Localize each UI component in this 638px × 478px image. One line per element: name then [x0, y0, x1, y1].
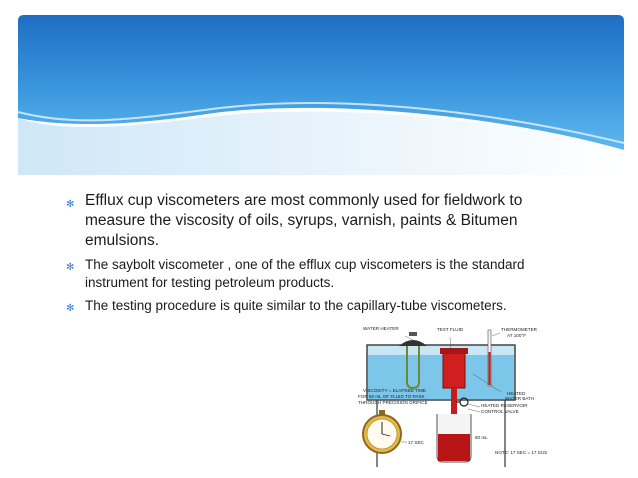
leader-line	[468, 409, 480, 412]
label-test-fluid: TEST FLUID	[437, 327, 464, 332]
bullet-item-efflux-cup	[66, 191, 586, 251]
label-heated-reservoir: HEATED RESERVOIR	[481, 403, 528, 408]
header-banner	[0, 0, 638, 175]
bullet-icon: ✻	[66, 303, 75, 314]
bullet-item-saybolt	[66, 256, 586, 292]
label-control-valve: CONTROL VALVE	[481, 409, 519, 414]
saybolt-viscometer-diagram	[355, 322, 588, 470]
bullet-icon: ✻	[66, 262, 75, 273]
bullet-list	[66, 191, 586, 320]
collected-fluid	[438, 434, 470, 461]
leader-line	[492, 333, 500, 336]
thermometer-icon	[488, 330, 491, 386]
heated-reservoir	[443, 352, 465, 388]
label-thermometer-temp: AT 100°F	[507, 333, 527, 338]
label-thermometer: THERMOMETER	[501, 327, 537, 332]
label-water-bath: WATER BATH	[505, 396, 535, 401]
label-viscosity-line-3: THROUGH PRECISION ORIFICE	[358, 400, 428, 405]
label-viscosity-line-1: VISCOSITY = ELAPSED TIME	[363, 388, 427, 393]
label-17-sec: 17 SEC	[408, 440, 424, 445]
bullet-text: Efflux cup viscometers are most commonly used for fieldwork to measure the viscosity of oils, syrups, varnish, paints & Bitumen emulsions.	[85, 192, 523, 249]
label-heated: HEATED	[507, 391, 526, 396]
leader-line	[405, 336, 413, 340]
label-water-heater: WATER HEATER	[363, 326, 399, 331]
label-60-ml: 60 mL	[475, 435, 488, 440]
leader-line	[467, 404, 480, 407]
label-viscosity-line-2: FOR 60 mL OF FLUID TO PASS	[358, 394, 425, 399]
bullet-text: The testing procedure is quite similar to the capillary-tube viscometers.	[85, 298, 507, 313]
bullet-icon: ✻	[66, 199, 75, 210]
orifice-tube	[451, 388, 457, 414]
bullet-item-procedure	[66, 297, 586, 315]
bullet-text: The saybolt viscometer , one of the efflux cup viscometers is the standard instrument for testing petroleum products.	[85, 257, 525, 290]
reservoir-collar	[440, 348, 468, 354]
label-note: NOTE: 17 SEC = 17 SUS	[495, 450, 548, 455]
stopwatch-icon	[363, 410, 401, 453]
